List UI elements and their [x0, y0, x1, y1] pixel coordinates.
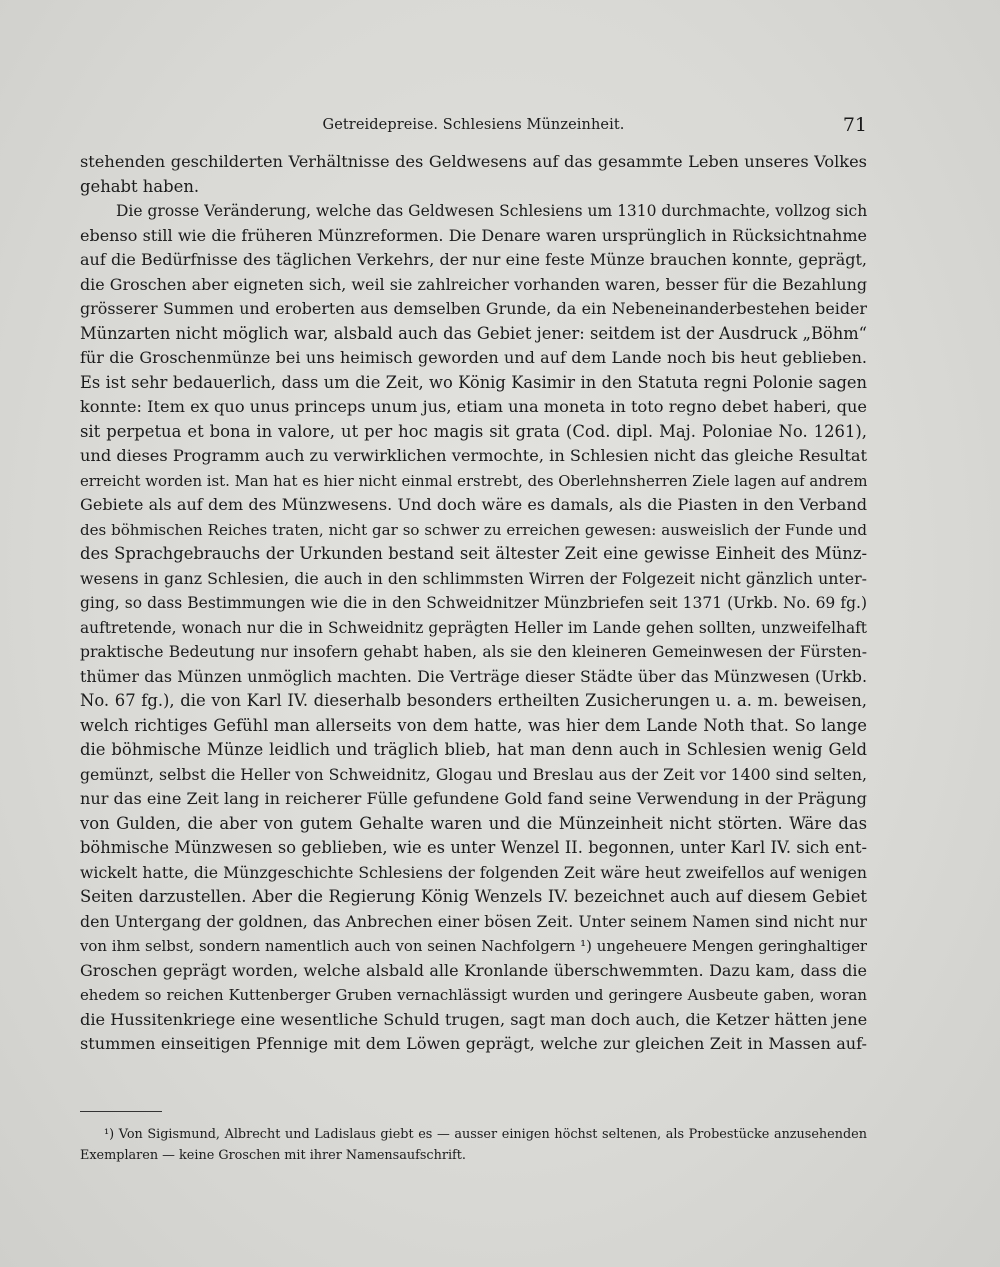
text-line: des böhmischen Reiches traten, nicht gar so schwer zu erreichen gewesen: ausweislich der Funde und — [80, 520, 867, 539]
running-title: Getreidepreise. Schlesiens Münzeinheit. — [322, 117, 625, 133]
text-line: von Gulden, die aber von gutem Gehalte waren und die Münzeinheit nicht störten. Wäre das — [80, 813, 867, 833]
text-line: böhmische Münzwesen so geblieben, wie es unter Wenzel II. begonnen, unter Karl IV. sich ent- — [80, 838, 867, 857]
text-line: sit perpetua et bona in valore, ut per hoc magis sit grata (Cod. dipl. Maj. Poloniae No. 1261), — [80, 421, 867, 441]
text-line: stummen einseitigen Pfennige mit dem Löwen geprägt, welche zur gleichen Zeit in Massen auf- — [80, 1034, 867, 1053]
text-line: Münzarten nicht möglich war, alsbald auch das Gebiet jener: seitdem ist der Ausdruck „Böhm“ — [80, 323, 867, 343]
footnote-line: ¹) Von Sigismund, Albrecht und Ladislaus giebt es — ausser einigen höchst seltenen, als Probestücke anzusehenden — [104, 1127, 867, 1142]
text-line: Gebiete als auf dem des Münzwesens. Und doch wäre es damals, als die Piasten in den Verband — [80, 495, 867, 514]
footnote-line: Exemplaren — keine Groschen mit ihrer Namensaufschrift. — [80, 1148, 466, 1163]
text-line: ebenso still wie die früheren Münzreformen. Die Denare waren ursprünglich in Rücksichtnahme — [80, 225, 867, 245]
text-line: Groschen geprägt worden, welche alsbald alle Kronlande überschwemmten. Dazu kam, dass die — [80, 960, 867, 980]
body-text — [80, 150, 867, 1057]
text-line: von ihm selbst, sondern namentlich auch von seinen Nachfolgern ¹) ungeheuere Mengen geringhaltiger — [80, 937, 867, 955]
text-line: Die grosse Veränderung, welche das Geldwesen Schlesiens um 1310 durchmachte, vollzog sich — [116, 202, 867, 220]
text-line: Seiten darzustellen. Aber die Regierung König Wenzels IV. bezeichnet auch auf diesem Gebiet — [80, 887, 867, 906]
text-line: wesens in ganz Schlesien, die auch in den schlimmsten Wirren der Folgezeit nicht gänzlich unter- — [80, 568, 867, 588]
text-line: grösserer Summen und eroberten aus demselben Grunde, da ein Nebeneinanderbestehen beider — [80, 299, 867, 318]
text-line: die Hussitenkriege eine wesentliche Schuld trugen, sagt man doch auch, die Ketzer hätten jene — [80, 1009, 867, 1029]
text-line: stehenden geschilderten Verhältnisse des Geldwesens auf das gesammte Leben unseres Volkes — [80, 152, 867, 171]
text-line: des Sprachgebrauchs der Urkunden bestand seit ältester Zeit eine gewisse Einheit des Münz- — [80, 544, 867, 563]
text-line: und dieses Programm auch zu verwirklichen vermochte, in Schlesien nicht das gleiche Resultat — [80, 446, 867, 465]
text-line: die Groschen aber eigneten sich, weil sie zahlreicher vorhanden waren, besser für die Bezahlung — [80, 274, 867, 294]
footnote — [80, 1124, 867, 1166]
text-line: ehedem so reichen Kuttenberger Gruben vernachlässigt wurden und geringere Ausbeute gaben, woran — [80, 986, 867, 1004]
text-line: praktische Bedeutung nur insofern gehabt haben, als sie den kleineren Gemeinwesen der Fürsten- — [80, 643, 867, 661]
text-line: den Untergang der goldnen, das Anbrechen einer bösen Zeit. Unter seinem Namen sind nicht nur — [80, 911, 867, 931]
text-line: gemünzt, selbst die Heller von Schweidnitz, Glogau und Breslau aus der Zeit vor 1400 sind selten, — [80, 764, 867, 784]
text-line: wickelt hatte, die Münzgeschichte Schlesiens der folgenden Zeit wäre heut zweifellos auf wenigen — [80, 862, 867, 882]
text-line: ging, so dass Bestimmungen wie die in den Schweidnitzer Münzbriefen seit 1371 (Urkb. No. 69 fg.) — [80, 594, 867, 612]
text-line: Es ist sehr bedauerlich, dass um die Zeit, wo König Kasimir in den Statuta regni Polonie sagen — [80, 372, 867, 392]
text-line: welch richtiges Gefühl man allerseits von dem hatte, was hier dem Lande Noth that. So lange — [80, 715, 867, 735]
text-line: erreicht worden ist. Man hat es hier nicht einmal erstrebt, des Oberlehnsherren Ziele lagen auf andrem — [80, 471, 867, 490]
footnote-divider — [80, 1111, 162, 1112]
text-line: die böhmische Münze leidlich und träglich blieb, hat man denn auch in Schlesien wenig Geld — [80, 740, 867, 759]
running-head — [80, 114, 867, 139]
text-line: auftretende, wonach nur die in Schweidnitz geprägten Heller im Lande gehen sollten, unzweifelhaft — [80, 618, 867, 637]
text-line: konnte: Item ex quo unus princeps unum jus, etiam una moneta in toto regno debet haberi, que — [80, 397, 867, 416]
text-line: nur das eine Zeit lang in reicherer Fülle gefundene Gold fand seine Verwendung in der Prägung — [80, 789, 867, 808]
text-line: thümer das Münzen unmöglich machten. Die Verträge dieser Städte über das Münzwesen (Urkb. — [80, 666, 867, 686]
text-line: für die Groschenmünze bei uns heimisch geworden und auf dem Lande noch bis heut geblieben. — [80, 348, 867, 367]
page-number: 71 — [842, 114, 867, 136]
text-line: No. 67 fg.), die von Karl IV. dieserhalb besonders ertheilten Zusicherungen u. a. m. beweisen, — [80, 691, 867, 710]
text-line: auf die Bedürfnisse des täglichen Verkehrs, der nur eine feste Münze brauchen konnte, geprägt, — [80, 250, 867, 269]
text-line: gehabt haben. — [80, 176, 200, 196]
